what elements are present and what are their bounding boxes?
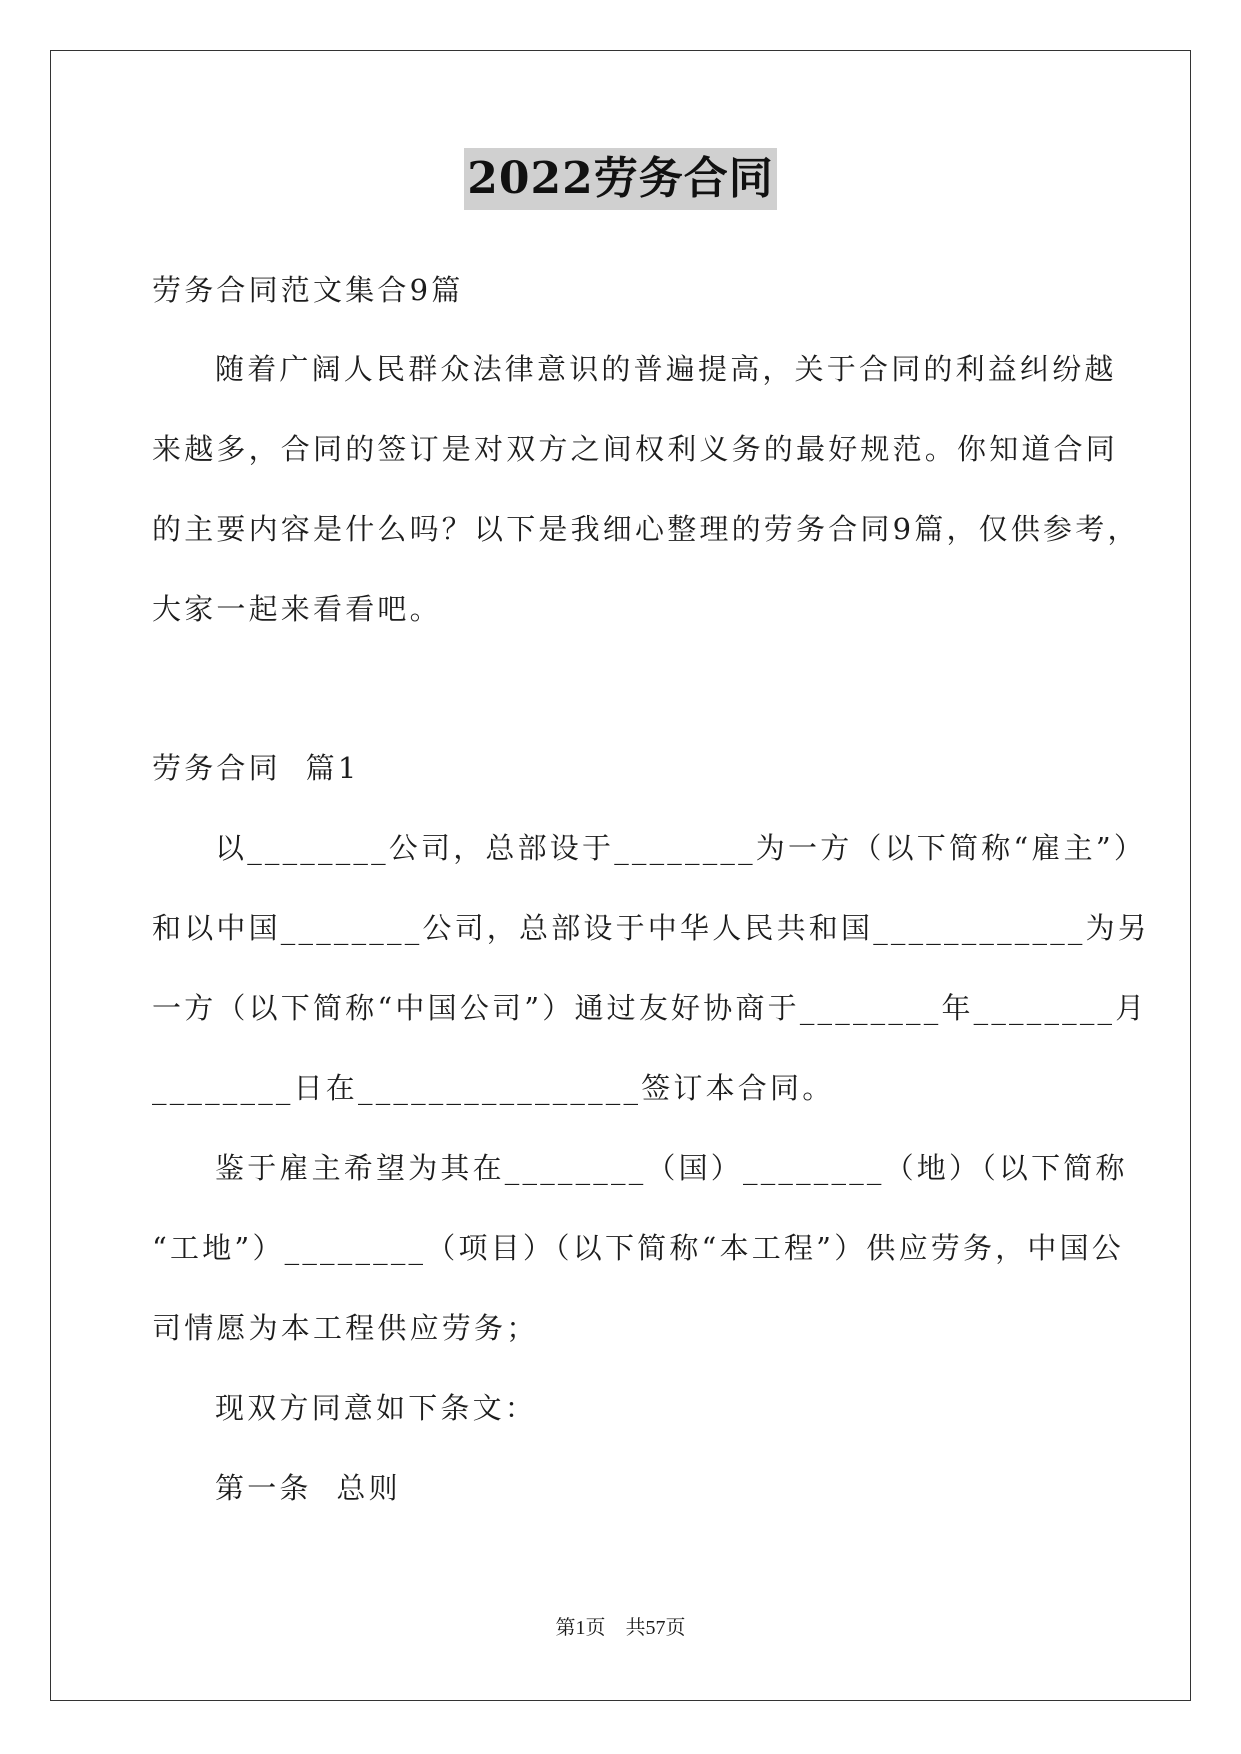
intro-line-2: 来越多，合同的签订是对双方之间权利义务的最好规范。你知道合同 <box>152 432 1119 466</box>
intro-line-1: 随着广阔人民群众法律意识的普遍提高，关于合同的利益纠纷越 <box>215 352 1117 386</box>
contract-line-2: 和以中国________公司，总部设于中华人民共和国____________为另 <box>152 911 1151 945</box>
intro-line-3: 的主要内容是什么吗？以下是我细心整理的劳务合同9篇，仅供参考， <box>152 512 1140 546</box>
article-heading: 第一条 总则 <box>215 1471 401 1505</box>
page-footer <box>0 1614 1241 1642</box>
contract-line-7: 司情愿为本工程供应劳务； <box>152 1311 539 1345</box>
contract-line-6: “工地”）________（项目）（以下简称“本工程”）供应劳务，中国公 <box>152 1231 1125 1265</box>
page-number: 第1页 <box>555 1617 606 1639</box>
contract-line-1: 以________公司，总部设于________为一方（以下简称“雇主”） <box>215 831 1147 865</box>
contract-line-3: 一方（以下简称“中国公司”）通过友好协商于________年________月 <box>152 991 1148 1025</box>
document-title: 2022劳务合同 <box>464 148 776 210</box>
subtitle-line: 劳务合同范文集合9篇 <box>152 273 464 307</box>
contract-line-5: 鉴于雇主希望为其在________（国）________（地）（以下简称 <box>215 1151 1128 1185</box>
contract-line-4: ________日在________________签订本合同。 <box>152 1071 835 1105</box>
section-heading: 劳务合同 篇1 <box>152 751 360 785</box>
agreement-line: 现双方同意如下条文： <box>215 1391 538 1425</box>
page-total: 共57页 <box>625 1617 686 1639</box>
title-container <box>0 148 1241 210</box>
intro-line-4: 大家一起来看看吧。 <box>152 592 442 626</box>
